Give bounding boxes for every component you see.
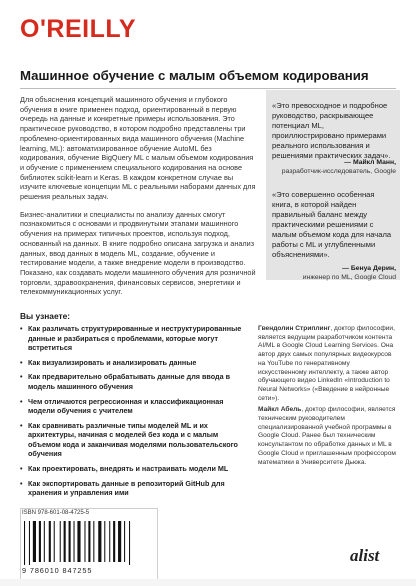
author-bio bbox=[258, 325, 398, 403]
author-bio bbox=[258, 406, 398, 467]
quote-attribution bbox=[272, 159, 396, 176]
quote-author: — Майкл Манн, bbox=[344, 159, 396, 166]
quote-role: разработчик-исследователь, Google bbox=[281, 167, 396, 175]
quote-text: «Это совершенно особенная книга, в которой найден правильный баланс между практическими решениями с малым объемом кода для начала работы с ML и углубленными объяснениями». bbox=[272, 190, 392, 259]
description bbox=[20, 95, 256, 305]
author-name: Гвендолин Стриплинг bbox=[258, 325, 331, 332]
author-bio-text: , доктор философии, является техническим руководителем специализированной учебной программы в Google Cloud. Ранее был техническим консультантом по обработке данных и ML в Google Cloud и приглашенным профессором математики в Университете Дьюка. bbox=[258, 406, 396, 466]
list-item: • Как проектировать, внедрять и настраивать модели ML bbox=[20, 464, 250, 474]
author-name: Майкл Абель bbox=[258, 406, 302, 414]
list-item: • Как визуализировать и анализировать данные bbox=[20, 358, 250, 368]
bottom-band bbox=[0, 579, 416, 586]
list-item: • Как предварительно обрабатывать данные для ввода в модель машинного обучения bbox=[20, 372, 250, 391]
quote-attribution bbox=[272, 265, 396, 282]
list-item: • Как различать структурированные и неструктурированные данные и разбираться с проблемами, которые могут встретиться bbox=[20, 324, 250, 353]
list-item: • Чем отличаются регрессионная и классификационная модели обучения с учителем bbox=[20, 397, 250, 416]
author-bios bbox=[258, 325, 398, 470]
title-divider bbox=[20, 88, 396, 89]
publisher-logo: O'REILLY bbox=[20, 15, 136, 43]
description-paragraph: Для объяснения концепций машинного обучения и глубокого обучения в книге применен подход, ориентированный в первую очередь на данные и конкретные примеры использования. Это практическое руководство, в котором подробно представлены три проблемно-ориентированных вида машинного обучения (Machine learning, ML): автоматизированное обучение AutoML без кодирования, обучение BigQuery ML с малым объемом кодирования и обучение с применением специального кодирования на основе библиотек scikit-learn и Keras. В каждом конкретном случае вы изучите ключевые концепции ML с реальными наборами данных для решения реальных задач. bbox=[20, 95, 256, 202]
author-bio-text: , доктор философии, является ведущим разработчиком контента AI/ML в Google Cloud Learning Services. Она автор двух самых популярных видеокурсов на YouTube по генеративному искусственному интеллекту, а также автор обучающего видео LinkedIn «Introduction to Neural Networks» («Введение в нейронные сети»). bbox=[258, 325, 395, 402]
book-title: Машинное обучение с малым объемом кодирования bbox=[20, 68, 369, 83]
quote-role: инженер по ML, Google Cloud bbox=[302, 273, 396, 281]
learn-heading: Вы узнаете: bbox=[20, 311, 71, 321]
isbn: ISBN 978-601-08-4725-5 bbox=[22, 510, 90, 516]
quote-author: — Бенуа Дерин, bbox=[342, 265, 396, 272]
imprint-logo: alist bbox=[350, 546, 380, 565]
quote-text: «Это превосходное и подробное руководство, раскрывающее потенциал ML, проиллюстрировано примерами реального использования и решениями практических задач». bbox=[272, 101, 391, 160]
barcode-digits: 9 786010 847255 bbox=[22, 566, 93, 575]
barcode-icon bbox=[22, 521, 150, 565]
description-paragraph: Бизнес-аналитики и специалисты по анализу данных смогут познакомиться с основами и продвинутыми этапами машинного обучения на примерах типичных проектов, используя подход, основанный на данных. В книге подробно описана загрузка и анализ данных, ввод данных в модель ML, создание, обучение и тестирование модели, а также внедрение модели в производство. Показано, как создавать модели машинного обучения для розничной торговли, здравоохранения, финансовых сервисов, энергетики и телекоммуникационных услуг. bbox=[20, 209, 256, 297]
list-item: • Как экспортировать данные в репозиторий GitHub для хранения и управления ими bbox=[20, 479, 250, 498]
learn-list bbox=[20, 324, 250, 503]
list-item: • Как сравнивать различные типы моделей ML и их архитектуры, начиная с моделей без кода и с малым объемом кода и заканчивая моделями пользовательского обучения bbox=[20, 421, 250, 459]
